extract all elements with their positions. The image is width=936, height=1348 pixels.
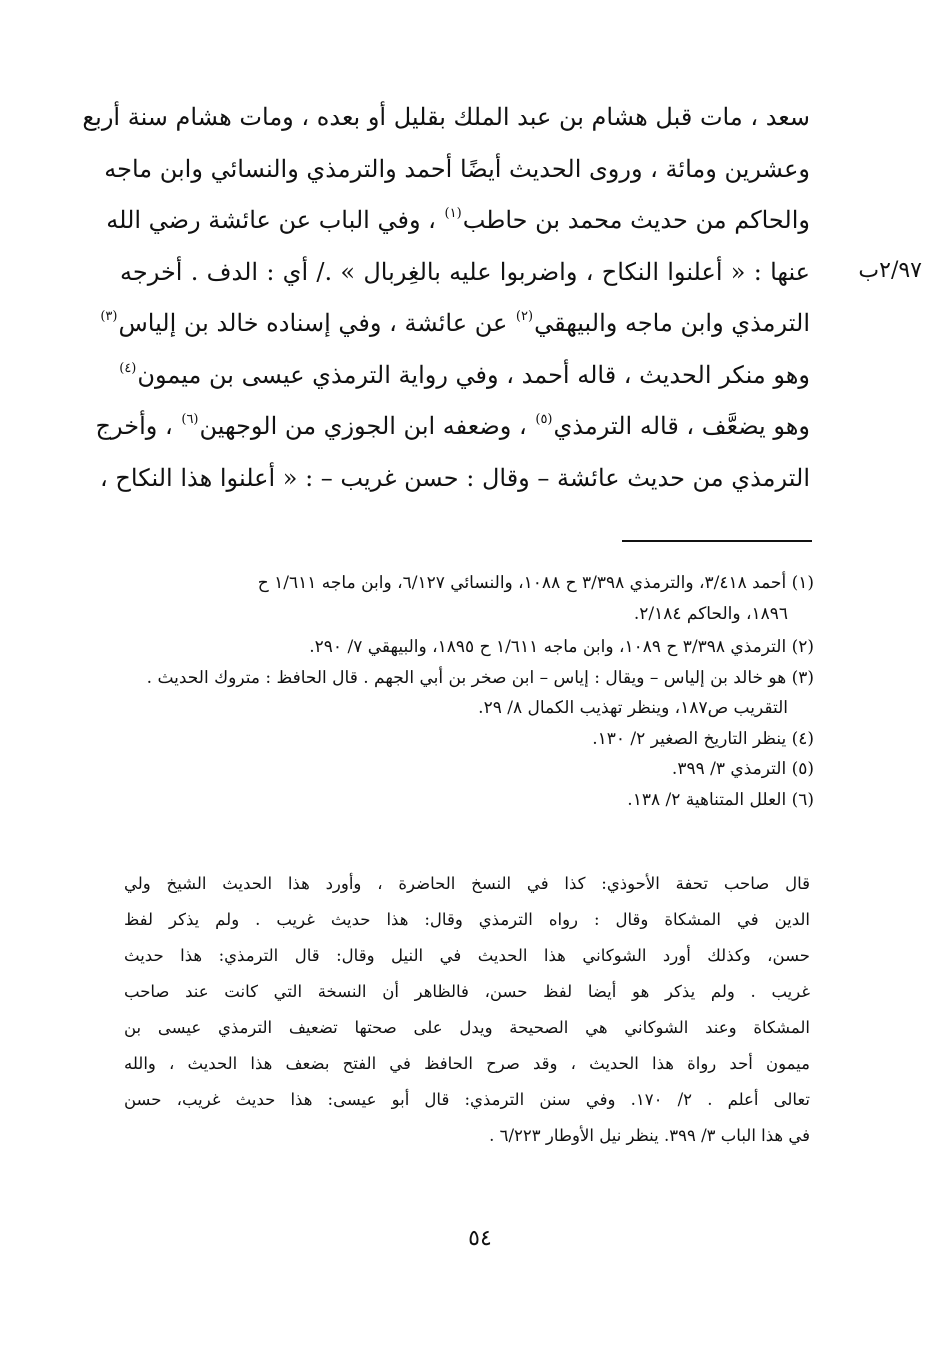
page-number: ٥٤ (468, 1226, 492, 1251)
footnote-line: (٥) الترمذي ٣/ ٣٩٩. (671, 759, 814, 779)
footnote-marker: (٣) (100, 309, 118, 324)
footnote-line: التقريب ص١٨٧، وينظر تهذيب الكمال ٨/ ٢٩. (478, 698, 788, 718)
comment-line: الدين في المشكاة وقال : رواه الترمذي وقال: هذا حديث غريب . ولم يذكر لفظ (124, 910, 810, 929)
comment-line: في هذا الباب ٣/ ٣٩٩. ينظر نيل الأوطار ٦/٢٢٣ . (489, 1126, 810, 1145)
main-text-line: وعشرين ومائة ، وروى الحديث أيضًا أحمد والترمذي والنسائي وابن ماجه (104, 154, 810, 183)
editor-comment (124, 866, 810, 1154)
comment-line: ميمون أحد رواة هذا الحديث ، وقد صرح الحافظ في الفتح بضعف هذا الحديث ، والله (124, 1054, 810, 1073)
main-text-line: عنها : « أعلنوا النكاح ، واضربوا عليه بالغِربال » ./ أي : الدف . أخرجه (120, 257, 811, 286)
footnote-line: (٦) العلل المتناهية ٢/ ١٣٨. (627, 789, 814, 810)
manuscript-folio-note: ٢/٩٧ب (858, 258, 922, 283)
footnote-line: ١٨٩٦، والحاكم ٢/١٨٤. (633, 603, 788, 624)
footnote-marker: (١) (444, 206, 462, 221)
main-text (82, 92, 811, 504)
main-text-line: الترمذي وابن ماجه والبيهقي$^{(٢)}$ عن عائشة ، وفي إسناده خالد بن إلياس$^{(٣)}$ (100, 309, 810, 337)
main-text-line: وهو منكر الحديث ، قاله أحمد ، وفي رواية الترمذي عيسى بن ميمون$^{(٤)}$ (119, 360, 810, 389)
main-text-line: سعد ، مات قبل هشام بن عبد الملك بقليل أو بعده ، ومات هشام سنة أربع (82, 103, 810, 131)
main-text-line: وهو يضعَّف ، قاله الترمذي$^{(٥)}$ ، وضعفه ابن الجوزي من الوجهين$^{(٦)}$ ، وأخرج (95, 412, 810, 440)
footnote-line: (٤) ينظر التاريخ الصغير ٢/ ١٣٠. (592, 728, 814, 749)
footnote-line: (٣) هو خالد بن إلياس – ويقال : إياس – ابن صخر بن أبي الجهم . قال الحافظ : متروك الحديث . (146, 667, 814, 688)
footnote-marker: (٤) (119, 360, 137, 376)
main-text-line: والحاكم من حديث محمد بن حاطب$^{(١)}$ ، وفي الباب عن عائشة رضي الله (106, 206, 810, 234)
comment-line: قال صاحب تحفة الأحوذي: كذا في النسخ الحاضرة ، وأورد هذا الحديث الشيخ ولي (124, 874, 810, 893)
main-text-line: الترمذي من حديث عائشة – وقال : حسن غريب – : « أعلنوا هذا النكاح ، (100, 463, 810, 492)
footnote-line: (١) أحمد ٣/٤١٨، والترمذي ٣/٣٩٨ ح ١٠٨٨، والنسائي ٦/١٢٧، وابن ماجه ١/٦١١ ح (257, 573, 814, 593)
footnote-separator (622, 540, 812, 542)
comment-line: المشكاة وعند الشوكاني هي الصحيحة ويدل على صحتها تضعيف الترمذي عيسى بن (124, 1018, 810, 1037)
comment-line: تعالى أعلم . ٢/ ١٧٠. وفي سنن الترمذي: قال أبو عيسى: هذا حديث غريب، حسن (124, 1090, 810, 1109)
footnote-marker: (٥) (535, 412, 553, 427)
comment-line: غريب . ولم يذكر هو أيضا لفظ حسن، فالظاهر أن النسخة التي كانت عند صاحب (124, 982, 810, 1001)
comment-line: حسن، وكذلك أورد الشوكاني هذا الحديث في النيل وقال: قال الترمذي: هذا حديث (124, 946, 810, 965)
footnote-line: (٢) الترمذي ٣/٣٩٨ ح ١٠٨٩، وابن ماجه ١/٦١١ ح ١٨٩٥، والبيهقي ٧/ ٢٩٠. (309, 637, 814, 657)
footnotes (114, 568, 814, 815)
footnote-marker: (٢) (515, 309, 534, 324)
footnote-marker: (٦) (181, 412, 199, 427)
